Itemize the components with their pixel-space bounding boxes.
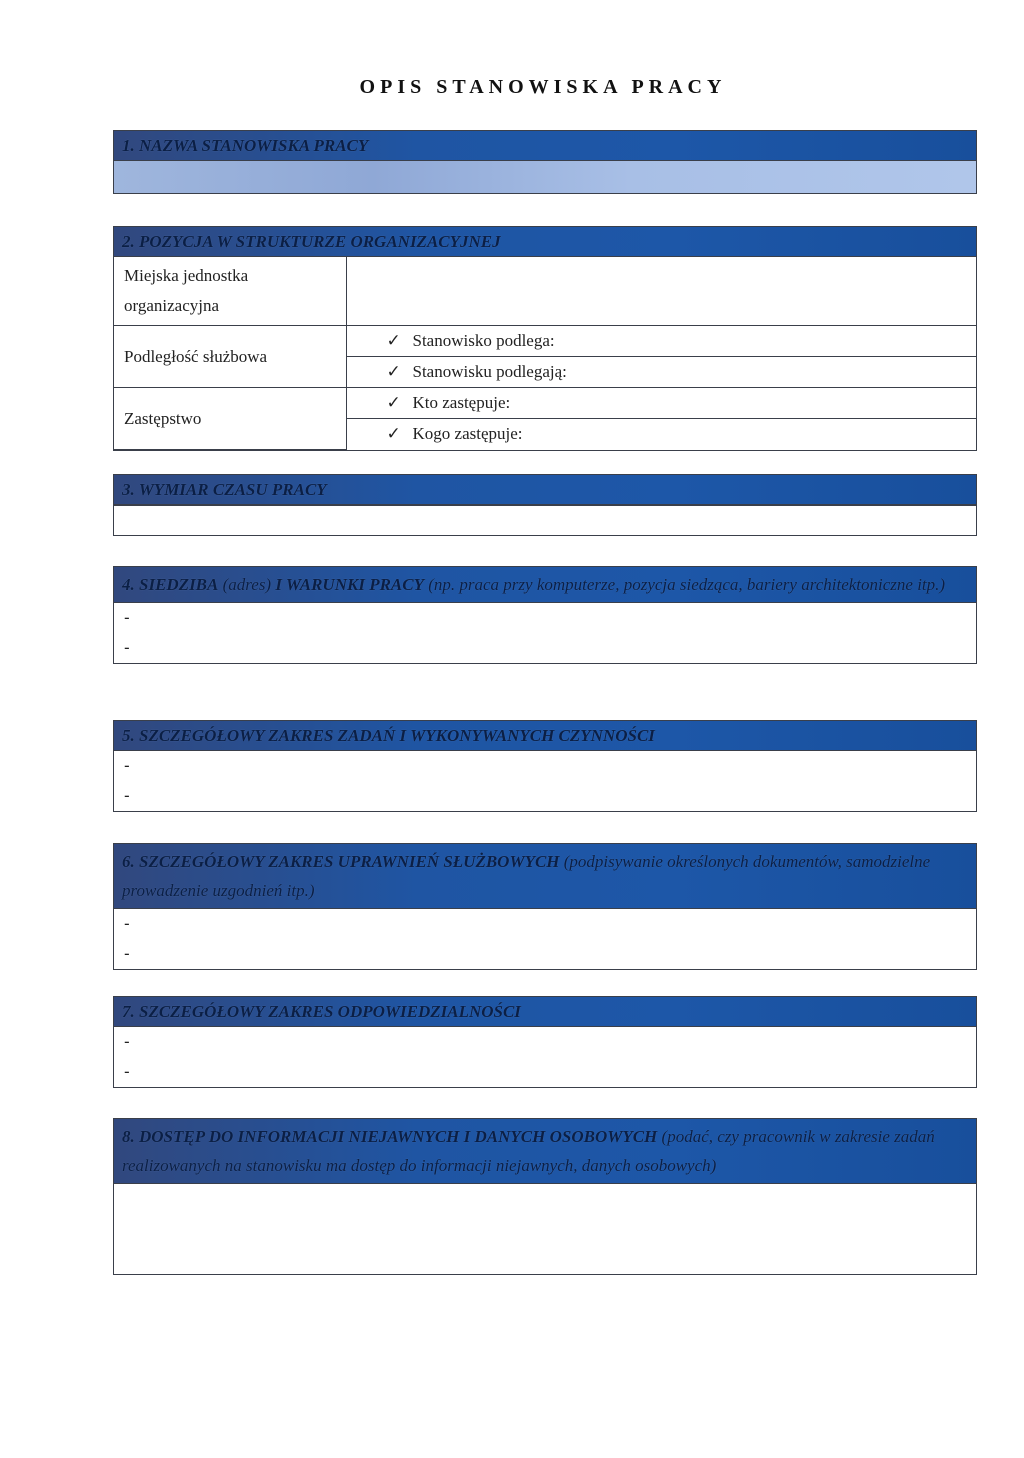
substituted-by-field[interactable] [346,388,976,419]
section-8-header-title: 8. DOSTĘP DO INFORMACJI NIEJAWNYCH I DANYCH OSOBOWYCH [122,1127,658,1146]
section-4-header [114,567,976,603]
org-position-table [114,257,976,450]
section-4-header-title: 4. SIEDZIBA [122,575,219,594]
section-working-time [113,474,977,536]
section-4-header-note: (np. praca przy komputerze, pozycja siedząca, bariery architektoniczne itp.) [423,575,946,594]
section-location-conditions [113,566,977,664]
list-item[interactable]: - [124,914,130,933]
checkmark-icon: ✓ [386,424,401,445]
substitutes-for-label: Kogo zastępuje: [412,424,523,444]
section-job-title [113,130,977,194]
job-title-field[interactable] [114,161,976,193]
list-item[interactable]: - [124,944,130,963]
section-1-header: 1. NAZWA STANOWISKA PRACY [114,131,976,161]
org-unit-field[interactable] [346,257,976,326]
checkmark-icon: ✓ [386,393,401,413]
section-6-header [114,844,976,909]
section-6-header-title: 6. SZCZEGÓŁOWY ZAKRES UPRAWNIEŃ SŁUŻBOWYCH [122,852,560,871]
working-time-field[interactable] [114,505,976,535]
substitutes-for-field[interactable] [346,419,976,450]
section-access [113,1118,977,1275]
section-authority [113,843,977,970]
section-7-header: 7. SZCZEGÓŁOWY ZAKRES ODPOWIEDZIALNOŚCI [114,997,976,1027]
section-5-header: 5. SZCZEGÓŁOWY ZAKRES ZADAŃ I WYKONYWANYCH CZYNNOŚCI [114,721,976,751]
list-item[interactable]: - [124,1062,130,1081]
subordinates-field[interactable] [346,357,976,388]
document-title: OPIS STANOWISKA PRACY [359,76,727,98]
section-8-header [114,1119,976,1184]
checkmark-icon: ✓ [386,362,401,382]
section-tasks [113,720,977,812]
section-6-header-note: (podpisywanie określonych dokumentów, samodzielne prowadzenie uzgodnień itp.) [122,852,931,900]
list-item[interactable]: - [124,756,130,775]
list-item[interactable]: - [124,608,130,627]
reports-to-label: Stanowisko podlega: [412,331,555,350]
section-org-position [113,226,977,451]
access-field[interactable] [114,1184,976,1274]
org-unit-label: Miejska jednostka organizacyjna [114,257,346,326]
section-3-header: 3. WYMIAR CZASU PRACY [114,475,976,505]
checkmark-icon: ✓ [386,331,401,351]
section-2-header: 2. POZYCJA W STRUKTURZE ORGANIZACYJNEJ [114,227,976,257]
subordinates-label: Stanowisku podlegają: [412,362,567,381]
list-item[interactable]: - [124,786,130,805]
section-4-header-address: (adres) [218,575,276,594]
section-8-header-note: (podać, czy pracownik w zakresie zadań realizowanych na stanowisku ma dostęp do informacji niejawnych, danych osobowych) [122,1127,935,1175]
subordination-label: Podległość służbowa [114,326,346,388]
reports-to-field[interactable] [346,326,976,357]
substitution-label: Zastępstwo [114,388,346,450]
section-responsibility [113,996,977,1088]
section-4-header-conditions: I WARUNKI PRACY [275,575,424,594]
list-item[interactable]: - [124,638,130,657]
list-item[interactable]: - [124,1032,130,1051]
substituted-by-label: Kto zastępuje: [412,393,511,412]
